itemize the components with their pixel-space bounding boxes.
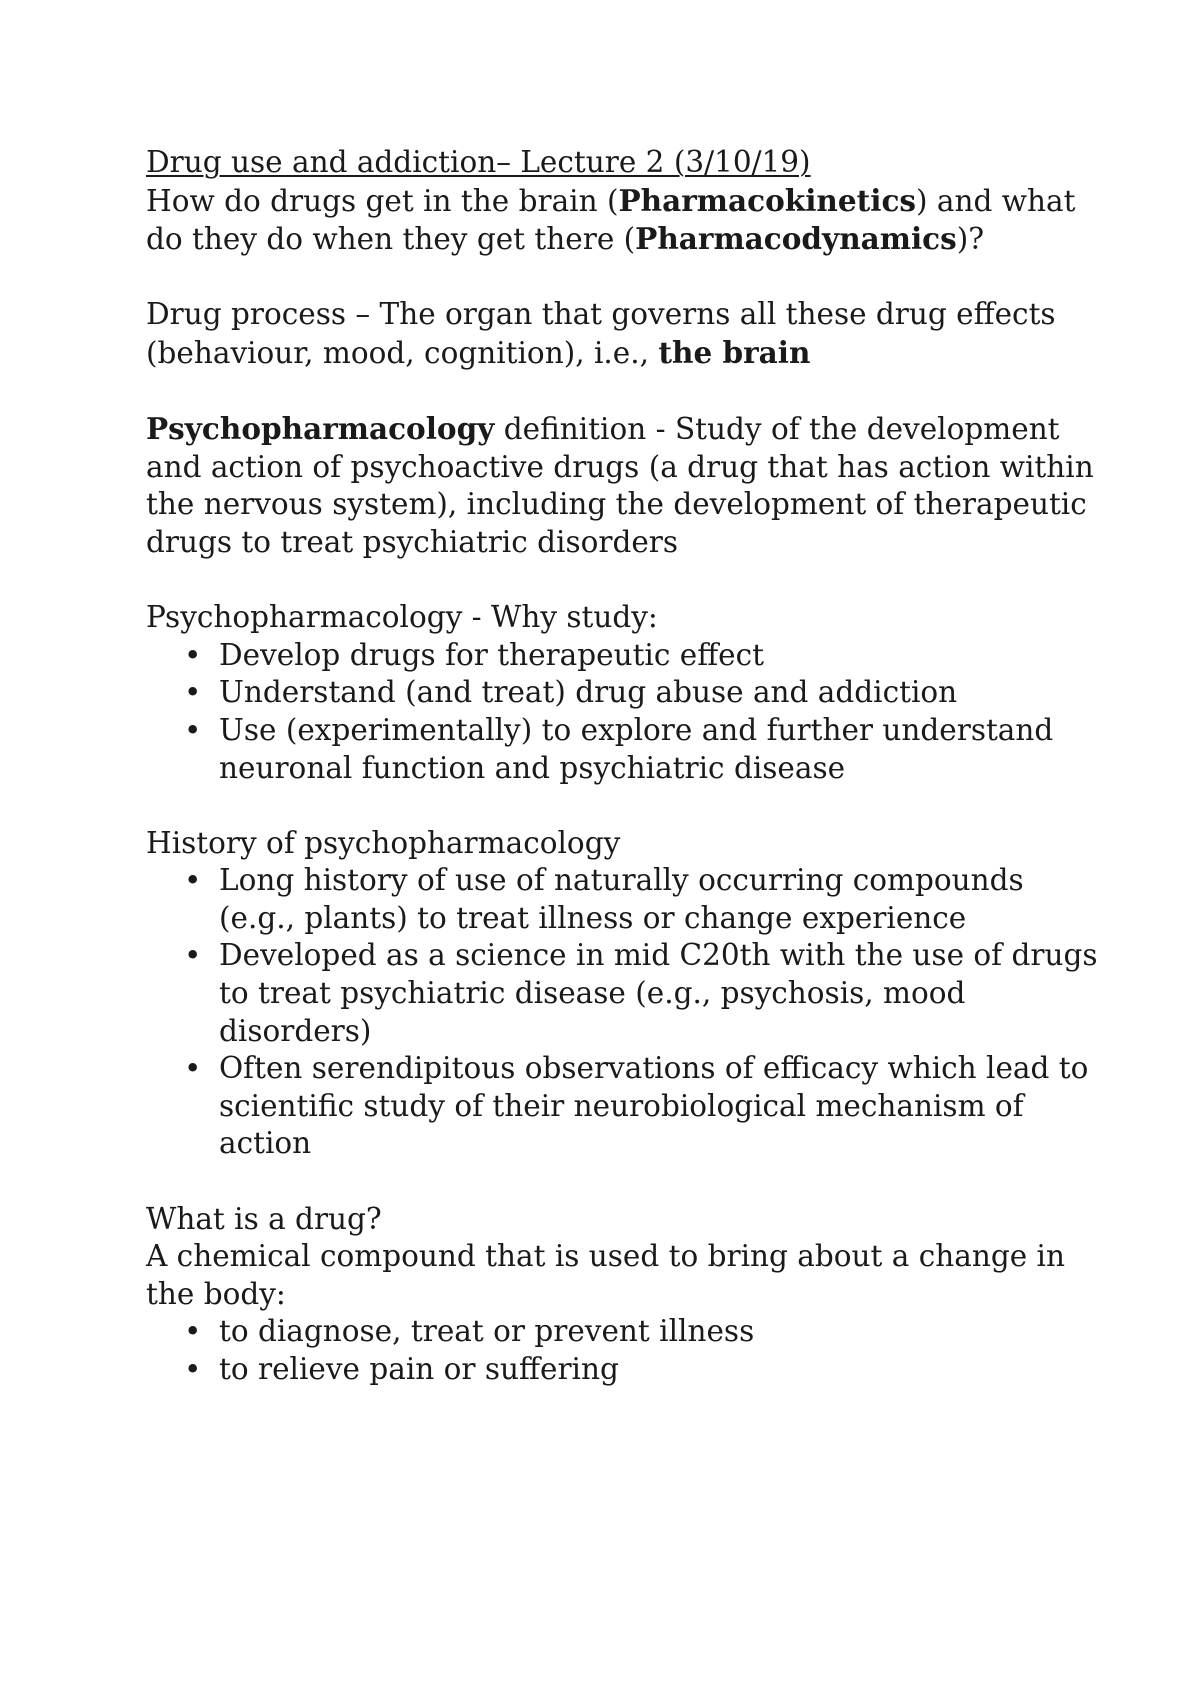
history-heading: History of psychopharmacology	[146, 825, 621, 860]
list-item-text: Use (experimentally) to explore and further understand neuronal function and psychiatric disease	[219, 712, 1054, 785]
paragraph-gap	[146, 259, 1106, 297]
bullet-icon: •	[184, 863, 202, 898]
drug-process-text: Drug process – The organ that governs all these drug effects (behaviour, mood, cognition), i.e.,	[146, 297, 1056, 370]
what-is-drug-question: What is a drug?	[146, 1201, 382, 1236]
drug-process-paragraph	[146, 296, 1106, 372]
list-item	[146, 637, 1106, 675]
list-item-text: Developed as a science in mid C20th with the use of drugs to treat psychiatric disease (e.g., psychosis, mood disorders)	[219, 938, 1098, 1048]
pharmacodynamics-term: Pharmacodynamics	[635, 221, 957, 257]
bullet-icon: •	[184, 637, 202, 672]
paragraph-gap	[146, 373, 1106, 411]
list-item	[146, 674, 1106, 712]
list-item	[146, 937, 1106, 1050]
list-item-text: Develop drugs for therapeutic effect	[219, 637, 765, 672]
definition-text: definition - Study of the development and action of psychoactive drugs (a drug that has action within the nervous system), including the development of therapeutic drugs to treat psychiatric disorders	[146, 412, 1094, 559]
intro-text-3: )?	[956, 222, 985, 257]
bullet-icon: •	[184, 1352, 202, 1386]
paragraph-gap	[146, 787, 1106, 825]
list-item-text: Often serendipitous observations of efficacy which lead to scientific study of their neurobiological mechanism of action	[219, 1051, 1089, 1161]
list-item	[146, 1050, 1106, 1163]
intro-question	[146, 182, 1106, 259]
list-item	[146, 1351, 1106, 1389]
list-item	[146, 1313, 1106, 1351]
bullet-icon: •	[184, 1051, 202, 1086]
list-item-text: to diagnose, treat or prevent illness	[219, 1314, 755, 1349]
why-study-list	[146, 637, 1106, 787]
what-is-drug-answer: A chemical compound that is used to bring about a change in the body:	[146, 1239, 1065, 1311]
why-study-heading: Psychopharmacology - Why study:	[146, 600, 658, 635]
lecture-title: Drug use and addiction– Lecture 2 (3/10/19)	[146, 145, 811, 179]
list-item-text: to relieve pain or suffering	[219, 1352, 619, 1386]
list-item-text: Long history of use of naturally occurring compounds (e.g., plants) to treat illness or change experience	[219, 863, 1024, 935]
document-page	[146, 144, 1106, 1389]
list-item	[146, 862, 1106, 937]
list-item-text: Understand (and treat) drug abuse and addiction	[219, 675, 958, 710]
history-list	[146, 862, 1106, 1163]
paragraph-gap	[146, 1163, 1106, 1201]
paragraph-gap	[146, 562, 1106, 600]
pharmacokinetics-term: Pharmacokinetics	[618, 182, 917, 218]
bullet-icon: •	[184, 675, 202, 710]
bullet-icon: •	[184, 938, 202, 973]
intro-text-2: ) and what do they do when they get there (	[146, 183, 1076, 257]
bullet-icon: •	[184, 712, 202, 747]
the-brain-term: the brain	[658, 334, 811, 370]
drug-purpose-list	[146, 1313, 1106, 1388]
definition-paragraph	[146, 410, 1106, 561]
psychopharmacology-term: Psychopharmacology	[146, 411, 495, 447]
bullet-icon: •	[184, 1314, 202, 1349]
list-item	[146, 712, 1106, 787]
intro-text-1: How do drugs get in the brain (	[146, 183, 619, 218]
